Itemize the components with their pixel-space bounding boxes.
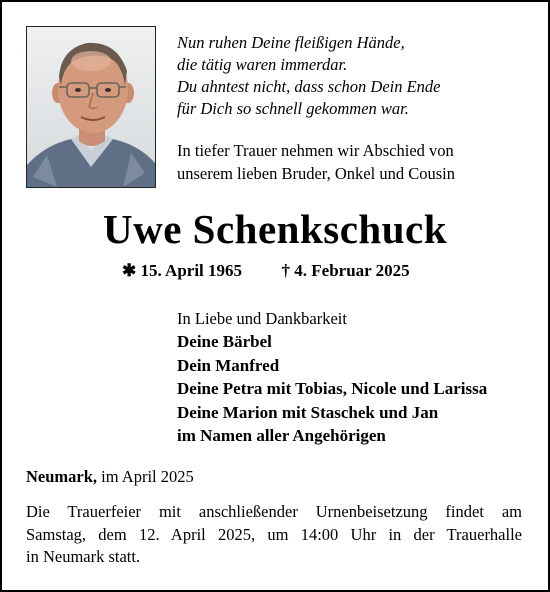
mourner-entry: Dein Manfred <box>177 355 280 375</box>
mourner-entry: im Namen aller Angehörigen <box>177 426 386 445</box>
place-date: im April 2025 <box>97 467 194 486</box>
funeral-service-info <box>26 501 522 569</box>
mourner-entry: Deine Bärbel <box>177 332 272 351</box>
poem-line: die tätig waren immerdar. <box>177 55 348 74</box>
service-line: Samstag, dem 12. April 2025, um 14:00 Uhr in der Trauerhalle <box>26 524 522 544</box>
poem-line: Du ahntest nicht, dass schon Dein Ende <box>177 77 441 96</box>
mourner-entry: Deine Marion mit Staschek und Jan <box>177 402 439 422</box>
poem-line: für Dich so schnell gekommen war. <box>177 99 409 118</box>
death-cross-icon: † <box>281 261 291 280</box>
deceased-name: Uwe Schenkschuck <box>102 206 448 252</box>
life-dates <box>122 260 410 282</box>
place-city: Neumark, <box>26 467 98 486</box>
intro-line: unserem lieben Bruder, Onkel und Cousin <box>177 164 455 183</box>
mourner-entry: Deine Petra mit Tobias, Nicole und Larissa <box>177 379 488 398</box>
birth-date: 15. April 1965 <box>140 261 243 280</box>
intro-line: In tiefer Trauer nehmen wir Abschied von <box>177 141 454 160</box>
farewell-intro <box>177 139 455 185</box>
death-date: 4. Februar 2025 <box>294 261 410 280</box>
birth-star-icon: ✱ <box>122 261 137 280</box>
portrait-photo <box>26 26 156 188</box>
mourners-list <box>177 330 487 448</box>
memorial-poem <box>177 32 441 120</box>
service-line: in Neumark statt. <box>26 547 141 566</box>
love-line: In Liebe und Dankbarkeit <box>177 309 347 328</box>
poem-line: Nun ruhen Deine fleißigen Hände, <box>177 33 405 52</box>
service-line: Die Trauerfeier mit anschließender Urnenbeisetzung findet am <box>26 502 522 521</box>
place-date-line <box>26 466 194 488</box>
